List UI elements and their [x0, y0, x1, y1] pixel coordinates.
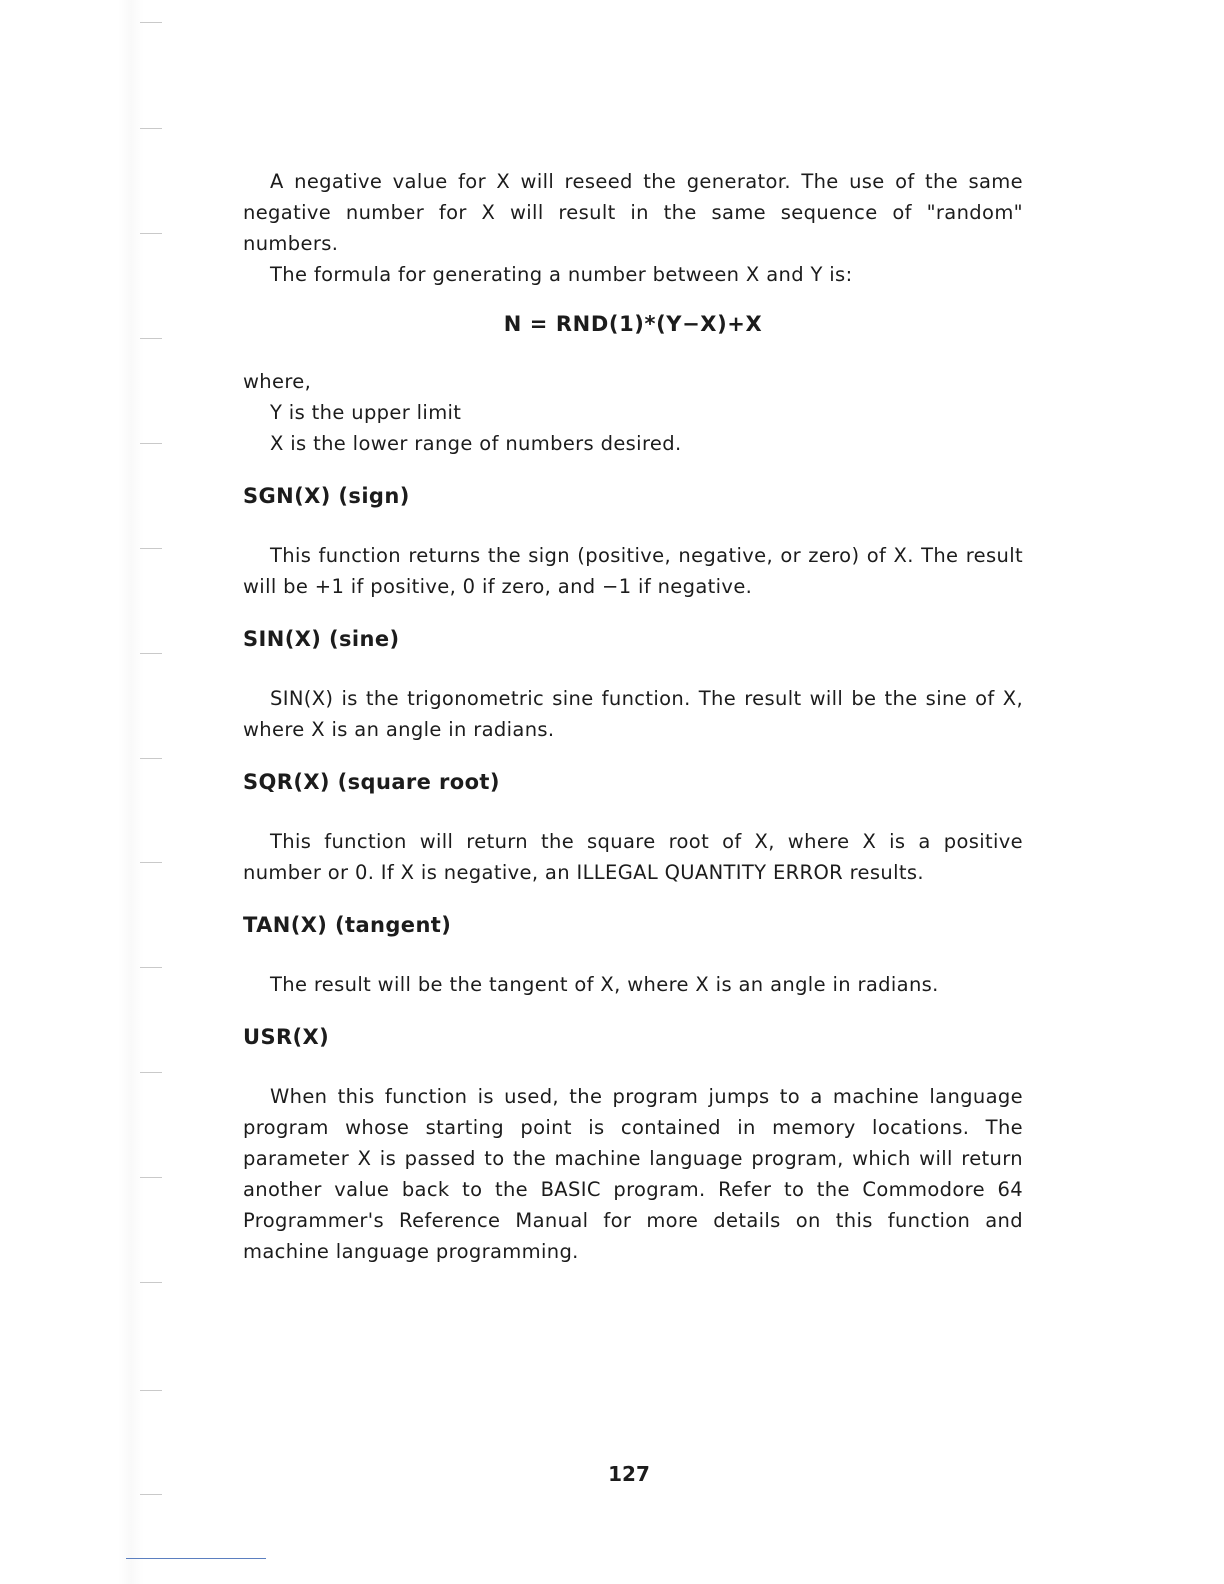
margin-mark [140, 1177, 162, 1178]
section-heading-sin: SIN(X) (sine) [243, 627, 400, 651]
margin-mark [140, 128, 162, 129]
page-content [243, 166, 1023, 1267]
section-heading-tan: TAN(X) (tangent) [243, 913, 452, 937]
margin-mark [140, 22, 162, 23]
formula-intro: The formula for generating a number between X and Y is: [270, 263, 853, 286]
margin-mark [140, 1494, 162, 1495]
section-heading-sgn: SGN(X) (sign) [243, 484, 410, 508]
section-body-sqr: This function will return the square root of X, where X is a positive number or 0. If X is negative, an ILLEGAL QUANTITY ERROR results. [243, 830, 1023, 884]
binding-shadow [118, 0, 144, 1584]
where-item: Y is the upper limit [270, 401, 462, 424]
margin-mark [140, 653, 162, 654]
formula: N = RND(1)*(Y−X)+X [503, 312, 763, 336]
margin-mark [140, 338, 162, 339]
where-item: X is the lower range of numbers desired. [270, 432, 682, 455]
where-label: where, [243, 370, 312, 393]
margin-mark [140, 967, 162, 968]
margin-mark [140, 1072, 162, 1073]
margin-mark [140, 758, 162, 759]
margin-mark [140, 233, 162, 234]
margin-mark [140, 443, 162, 444]
margin-mark [140, 1282, 162, 1283]
section-body-sin: SIN(X) is the trigonometric sine function. The result will be the sine of X, where X is an angle in radians. [243, 687, 1023, 741]
section-body-tan: The result will be the tangent of X, where X is an angle in radians. [270, 973, 939, 996]
intro-paragraph: A negative value for X will reseed the generator. The use of the same negative number for X will result in the same sequence of "random" numbers. [243, 170, 1023, 255]
section-body-sgn: This function returns the sign (positive, negative, or zero) of X. The result will be +1 if positive, 0 if zero, and −1 if negative. [243, 544, 1023, 598]
where-block [243, 366, 1023, 459]
page-number: 127 [608, 1462, 650, 1486]
margin-mark [140, 548, 162, 549]
section-heading-sqr: SQR(X) (square root) [243, 770, 500, 794]
margin-mark [140, 1390, 162, 1391]
section-body-usr: When this function is used, the program jumps to a machine language program whose starting point is contained in memory locations. The parameter X is passed to the machine language program, which will return another value back to the BASIC program. Refer to the Commodore 64 Programmer's Reference Manual for more details on this function and machine language programming. [243, 1085, 1023, 1263]
section-heading-usr: USR(X) [243, 1025, 330, 1049]
bottom-rule [126, 1558, 266, 1559]
margin-mark [140, 862, 162, 863]
